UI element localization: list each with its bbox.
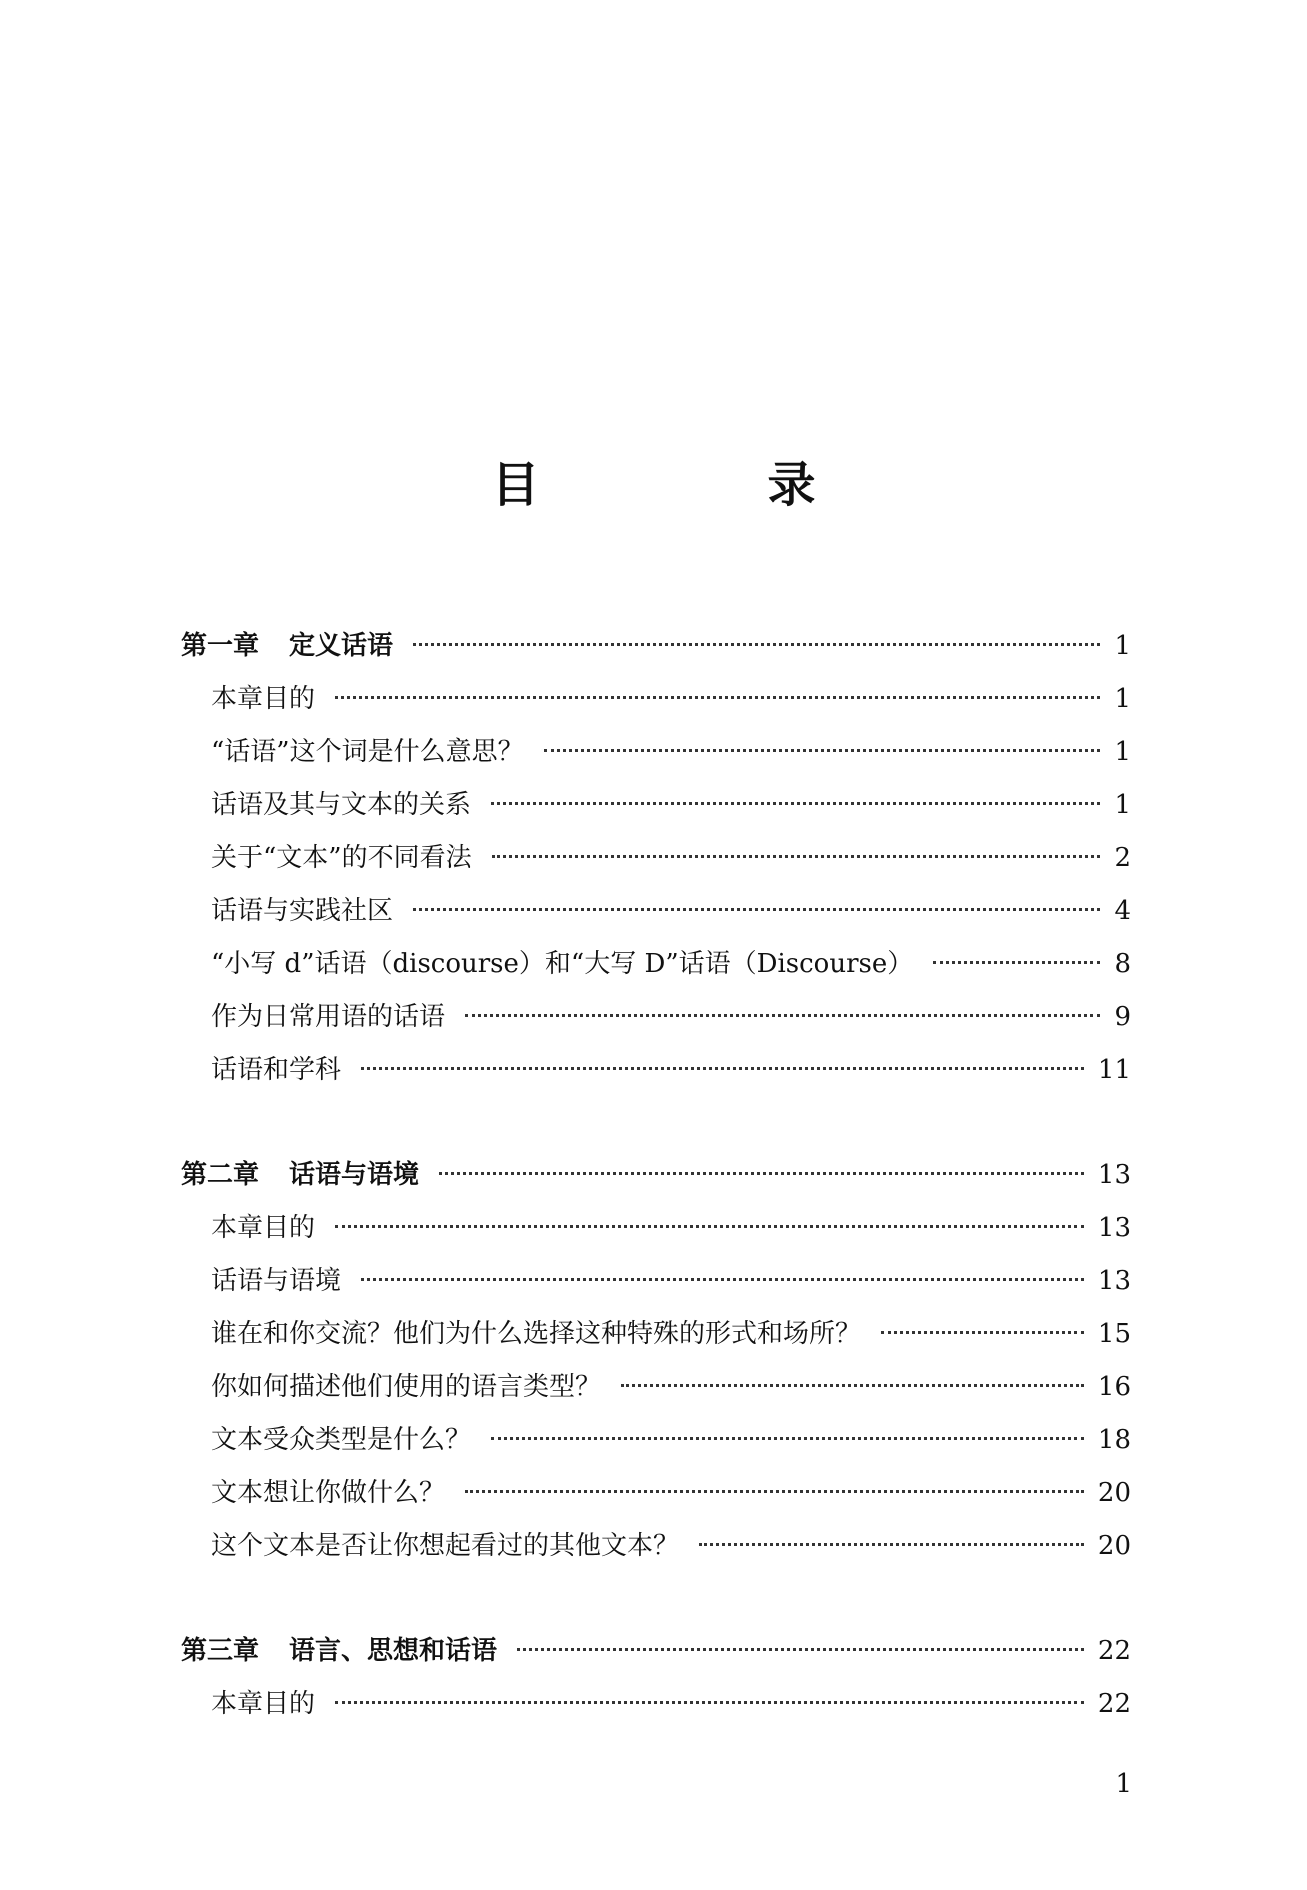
entry-title: 话语及其与文本的关系 xyxy=(211,790,472,820)
dot-leader xyxy=(465,1014,1100,1017)
chapter-2 xyxy=(181,1149,1131,1573)
entry-page: 9 xyxy=(1114,1002,1131,1032)
dot-leader xyxy=(881,1331,1084,1334)
entry-page: 8 xyxy=(1114,949,1131,979)
dot-leader xyxy=(465,1490,1084,1493)
toc-entry[interactable] xyxy=(181,1044,1131,1097)
entry-title: 文本想让你做什么？ xyxy=(211,1478,446,1508)
entry-title: 这个文本是否让你想起看过的其他文本？ xyxy=(211,1531,680,1561)
dot-leader xyxy=(413,908,1100,911)
toc-entry[interactable] xyxy=(181,885,1131,938)
entry-title: 话语和学科 xyxy=(211,1055,342,1085)
toc-entry[interactable] xyxy=(181,832,1131,885)
dot-leader xyxy=(439,1172,1084,1175)
entry-title: 你如何描述他们使用的语言类型？ xyxy=(211,1372,602,1402)
chapter-number: 第二章 xyxy=(181,1160,260,1190)
toc-entry[interactable] xyxy=(181,938,1131,991)
entry-page: 15 xyxy=(1097,1319,1131,1349)
entry-page: 1 xyxy=(1114,790,1131,820)
toc-entry[interactable] xyxy=(181,673,1131,726)
toc-entry[interactable] xyxy=(181,1414,1131,1467)
entry-page: 22 xyxy=(1097,1689,1131,1719)
chapter-title xyxy=(181,1149,419,1202)
toc-entry[interactable] xyxy=(181,1467,1131,1520)
dot-leader xyxy=(517,1648,1084,1651)
entry-page: 2 xyxy=(1114,843,1131,873)
chapter-heading[interactable] xyxy=(181,1625,1131,1678)
dot-leader xyxy=(491,802,1100,805)
toc-entry[interactable] xyxy=(181,1361,1131,1414)
chapter-1 xyxy=(181,620,1131,1097)
dot-leader xyxy=(621,1384,1084,1387)
chapter-name: 语言、思想和话语 xyxy=(289,1636,498,1666)
chapter-3 xyxy=(181,1625,1131,1731)
entry-page: 13 xyxy=(1097,1266,1131,1296)
toc-entry[interactable] xyxy=(181,779,1131,832)
entry-page: 18 xyxy=(1097,1425,1131,1455)
dot-leader xyxy=(361,1278,1084,1281)
entry-title: 本章目的 xyxy=(211,684,316,714)
entry-title: 谁在和你交流？他们为什么选择这种特殊的形式和场所？ xyxy=(211,1319,862,1349)
entry-page: 16 xyxy=(1097,1372,1131,1402)
entry-title: “话语”这个词是什么意思？ xyxy=(211,737,524,767)
chapter-name: 定义话语 xyxy=(289,631,394,661)
chapter-number: 第三章 xyxy=(181,1636,260,1666)
dot-leader xyxy=(335,1225,1084,1228)
entry-page: 20 xyxy=(1097,1531,1131,1561)
entry-title: 关于“文本”的不同看法 xyxy=(211,843,472,873)
toc-entry[interactable] xyxy=(181,1308,1131,1361)
entry-page: 11 xyxy=(1097,1055,1131,1085)
dot-leader xyxy=(491,1437,1084,1440)
page-number: 1 xyxy=(1115,1769,1132,1799)
dot-leader xyxy=(544,749,1101,752)
toc-entry[interactable] xyxy=(181,991,1131,1044)
dot-leader xyxy=(699,1543,1084,1546)
entry-page: 4 xyxy=(1114,896,1131,926)
chapter-name: 话语与语境 xyxy=(289,1160,420,1190)
dot-leader xyxy=(335,696,1100,699)
chapter-page: 1 xyxy=(1114,631,1131,661)
entry-title: 文本受众类型是什么？ xyxy=(211,1425,472,1455)
entry-title: 作为日常用语的话语 xyxy=(211,1002,446,1032)
toc-entry[interactable] xyxy=(181,726,1131,779)
dot-leader xyxy=(361,1067,1084,1070)
entry-title: 本章目的 xyxy=(211,1689,316,1719)
dot-leader xyxy=(413,643,1100,646)
entry-title: 话语与语境 xyxy=(211,1266,342,1296)
entry-page: 13 xyxy=(1097,1213,1131,1243)
toc-entry[interactable] xyxy=(181,1678,1131,1731)
chapter-page: 13 xyxy=(1097,1160,1131,1190)
entry-page: 1 xyxy=(1114,684,1131,714)
page-title: 目 录 xyxy=(491,457,906,513)
chapter-heading[interactable] xyxy=(181,620,1131,673)
chapter-title xyxy=(181,1625,497,1678)
toc-entry[interactable] xyxy=(181,1255,1131,1308)
toc-entry[interactable] xyxy=(181,1202,1131,1255)
chapter-page: 22 xyxy=(1097,1636,1131,1666)
entry-title: 话语与实践社区 xyxy=(211,896,394,926)
entry-title: 本章目的 xyxy=(211,1213,316,1243)
dot-leader xyxy=(933,961,1100,964)
entry-page: 20 xyxy=(1097,1478,1131,1508)
chapter-number: 第一章 xyxy=(181,631,260,661)
entry-page: 1 xyxy=(1114,737,1131,767)
chapter-heading[interactable] xyxy=(181,1149,1131,1202)
chapter-title xyxy=(181,620,393,673)
entry-title: “小写 d”话语（discourse）和“大写 D”话语（Discourse） xyxy=(211,949,914,979)
table-of-contents xyxy=(181,620,1131,1783)
dot-leader xyxy=(335,1701,1084,1704)
toc-entry[interactable] xyxy=(181,1520,1131,1573)
dot-leader xyxy=(492,855,1101,858)
